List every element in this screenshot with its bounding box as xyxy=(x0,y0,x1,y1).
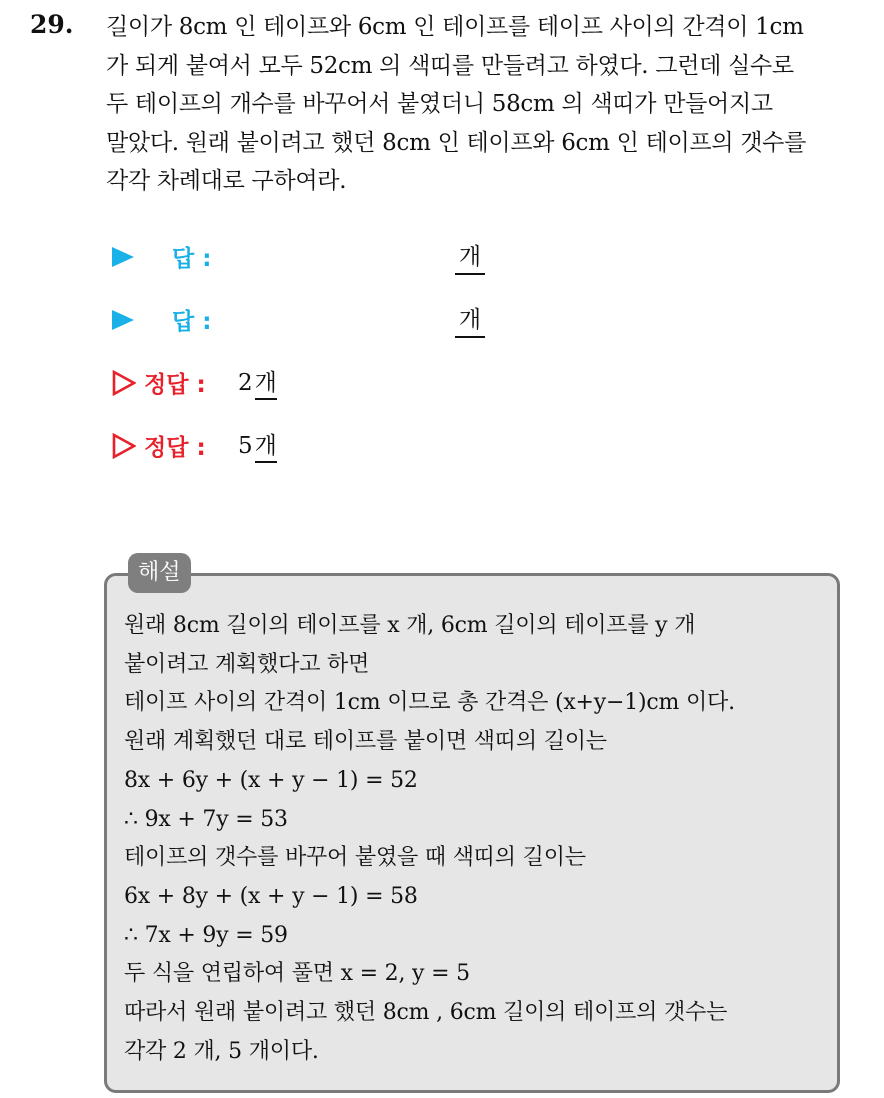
explanation-line: 두 식을 연립하여 풀면 x = 2, y = 5 xyxy=(124,961,470,987)
answer-row-2 xyxy=(110,300,610,340)
correct-answer-value xyxy=(238,427,277,460)
play-triangle-icon xyxy=(112,310,134,330)
correct-answer-unit: 개 xyxy=(255,433,277,463)
explanation-line: 테이프 사이의 간격이 1cm 이므로 총 간격은 (x+y−1)cm 이다. xyxy=(124,690,735,716)
explanation-line: ∴ 9x + 7y = 53 xyxy=(124,806,288,832)
explanation-line: 테이프의 갯수를 바꾸어 붙였을 때 색띠의 길이는 xyxy=(124,845,586,871)
answer-unit: 개 xyxy=(455,238,485,275)
problem-number: 29. xyxy=(30,10,74,39)
explanation-line: 원래 8cm 길이의 테이프를 x 개, 6cm 길이의 테이프를 y 개 xyxy=(124,613,696,638)
play-triangle-icon xyxy=(112,247,134,267)
problem-line: 말았다. 원래 붙이려고 했던 8cm 인 테이프와 6cm 인 테이프의 갯수를 xyxy=(106,129,807,156)
correct-answer-unit: 개 xyxy=(255,370,277,400)
correct-answer-value xyxy=(238,364,277,397)
correct-answer-number: 5 xyxy=(238,433,253,459)
answer-unit: 개 xyxy=(455,301,485,338)
explanation-line: 8x + 6y + (x + y − 1) = 52 xyxy=(124,767,418,793)
explanation-line: ∴ 7x + 9y = 59 xyxy=(124,922,288,948)
outline-triangle-icon xyxy=(112,370,136,396)
problem-line: 두 테이프의 개수를 바꾸어서 붙였더니 58cm 의 색띠가 만들어지고 xyxy=(106,91,773,117)
correct-answer-row-2 xyxy=(110,426,610,466)
problem-text xyxy=(106,8,876,201)
explanation-line: 붙이려고 계획했다고 하면 xyxy=(124,651,370,677)
answer-label: 답 : xyxy=(172,309,212,335)
answer-label: 답 : xyxy=(172,246,212,272)
outline-triangle-icon xyxy=(112,433,136,459)
explanation-text xyxy=(124,607,834,1071)
answer-row-1 xyxy=(110,237,610,277)
explanation-line: 각각 2 개, 5 개이다. xyxy=(124,1038,319,1064)
problem-line: 각각 차례대로 구하여라. xyxy=(106,168,347,194)
correct-answer-label: 정답 : xyxy=(144,435,206,461)
explanation-line: 원래 계획했던 대로 테이프를 붙이면 색띠의 길이는 xyxy=(124,729,607,755)
correct-answer-number: 2 xyxy=(238,370,253,396)
explanation-line: 6x + 8y + (x + y − 1) = 58 xyxy=(124,883,418,909)
explanation-line: 따라서 원래 붙이려고 했던 8cm , 6cm 길이의 테이프의 갯수는 xyxy=(124,1000,728,1026)
explanation-tag: 해설 xyxy=(128,553,191,593)
problem-line: 가 되게 붙여서 모두 52cm 의 색띠를 만들려고 하였다. 그런데 실수로 xyxy=(106,52,794,79)
problem-line: 길이가 8cm 인 테이프와 6cm 인 테이프를 테이프 사이의 간격이 1cm xyxy=(106,14,804,40)
correct-answer-label: 정답 : xyxy=(144,372,206,398)
correct-answer-row-1 xyxy=(110,363,610,403)
